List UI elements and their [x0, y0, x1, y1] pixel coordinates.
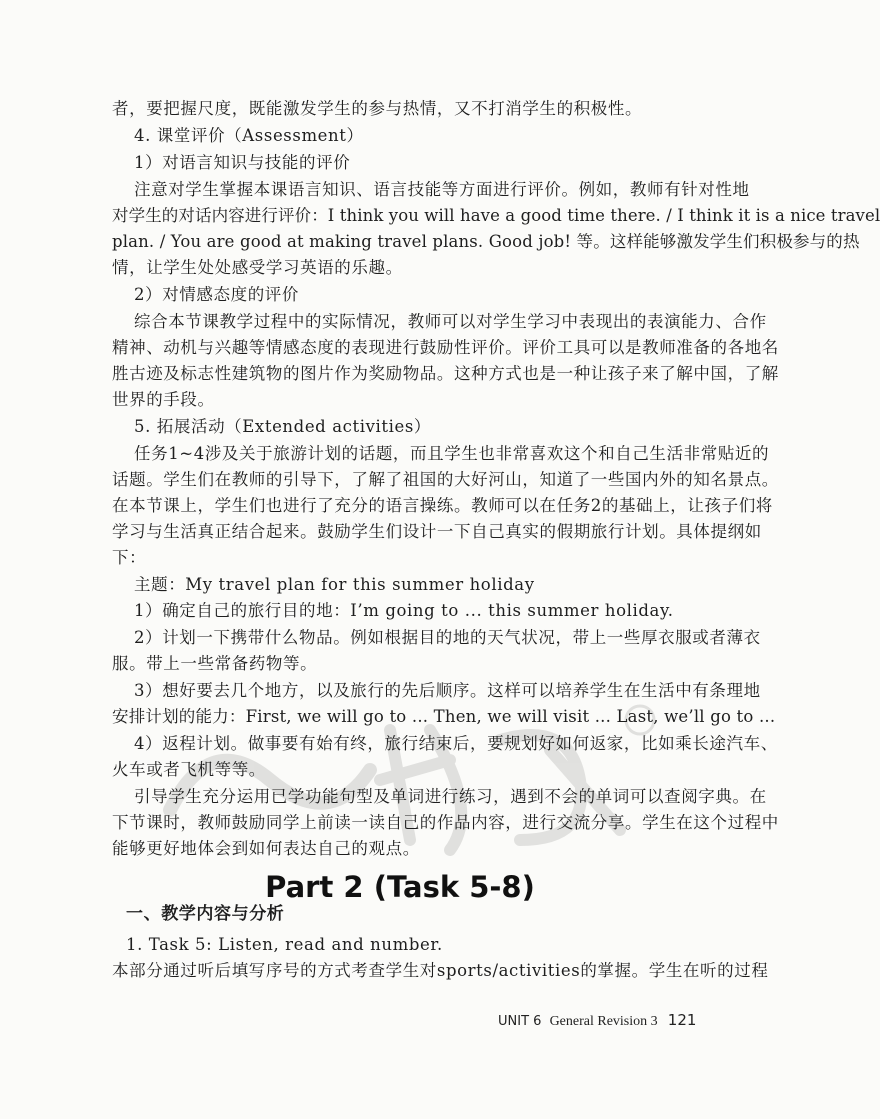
plan-step-4-cont: 火车或者飞机等等。	[112, 760, 266, 779]
body-line-14: 任务1~4涉及关于旅游计划的话题，而且学生也非常喜欢这个和自己生活非常贴近的	[134, 444, 770, 463]
body-line-12: 世界的手段。	[112, 390, 215, 409]
body-line-6: plan. / You are good at making travel plans. Good job! 等。这样能够激发学生们积极参与的热	[112, 232, 860, 251]
plan-step-3: 3）想好要去几个地方，以及旅行的先后顺序。这样可以培养学生在生活中有条理地	[134, 681, 761, 700]
subheading-assessment: 4. 课堂评价（Assessment）	[134, 126, 364, 145]
page-footer	[498, 1010, 696, 1032]
plan-topic: 主题：My travel plan for this summer holiday	[134, 575, 535, 594]
body-line-29: 能够更好地体会到如何表达自己的观点。	[112, 839, 420, 858]
plan-step-1: 1）确定自己的旅行目的地：I’m going to ... this summer holiday.	[134, 601, 674, 620]
body-line-9: 综合本节课教学过程中的实际情况，教师可以对学生学习中表现出的表演能力、合作	[134, 312, 767, 331]
body-line-15: 话题。学生们在教师的引导下，了解了祖国的大好河山，知道了一些国内外的知名景点。	[112, 470, 779, 489]
plan-step-2: 2）计划一下携带什么物品。例如根据目的地的天气状况，带上一些厚衣服或者薄衣	[134, 628, 761, 647]
task-5-title: 1. Task 5: Listen, read and number.	[126, 935, 443, 954]
body-line-28: 下节课时，教师鼓励同学上前读一读自己的作品内容，进行交流分享。学生在这个过程中	[112, 813, 779, 832]
body-line-7: 情，让学生处处感受学习英语的乐趣。	[112, 258, 403, 277]
part-heading: Part 2 (Task 5-8)	[265, 870, 535, 904]
task-5-body: 本部分通过听后填写序号的方式考查学生对sports/activities的掌握。学生在听的过程	[112, 961, 769, 980]
footer-unit: UNIT 6	[498, 1014, 542, 1029]
body-line-5: 对学生的对话内容进行评价：I think you will have a good time there. / I think it is a nice travel	[112, 206, 880, 225]
subheading-language-eval: 1）对语言知识与技能的评价	[134, 153, 351, 172]
body-line-17: 学习与生活真正结合起来。鼓励学生们设计一下自己真实的假期旅行计划。具体提纲如	[112, 522, 762, 541]
body-line-18: 下：	[112, 548, 147, 567]
plan-step-2-cont: 服。带上一些常备药物等。	[112, 654, 318, 673]
subheading-emotion-eval: 2）对情感态度的评价	[134, 285, 299, 304]
section-heading: 一、教学内容与分析	[126, 904, 285, 924]
body-line-27: 引导学生充分运用已学功能句型及单词进行练习，遇到不会的单词可以查阅字典。在	[134, 787, 767, 806]
body-line-11: 胜古迹及标志性建筑物的图片作为奖励物品。这种方式也是一种让孩子来了解中国，了解	[112, 364, 779, 383]
page-number: 121	[667, 1011, 697, 1029]
plan-step-3-cont: 安排计划的能力：First, we will go to ... Then, we will visit ... Last, we’ll go to ...	[112, 707, 776, 726]
body-line-10: 精神、动机与兴趣等情感态度的表现进行鼓励性评价。评价工具可以是教师准备的各地名	[112, 338, 779, 357]
body-line-1: 者，要把握尺度，既能激发学生的参与热情，又不打消学生的积极性。	[112, 99, 643, 118]
body-line-4: 注意对学生掌握本课语言知识、语言技能等方面进行评价。例如，教师有针对性地	[134, 180, 750, 199]
subheading-extended: 5. 拓展活动（Extended activities）	[134, 417, 432, 436]
footer-title: General Revision 3	[549, 1014, 658, 1029]
body-line-16: 在本节课上，学生们也进行了充分的语言操练。教师可以在任务2的基础上，让孩子们将	[112, 496, 773, 515]
plan-step-4: 4）返程计划。做事要有始有终，旅行结束后，要规划好如何返家，比如乘长途汽车、	[134, 734, 778, 753]
